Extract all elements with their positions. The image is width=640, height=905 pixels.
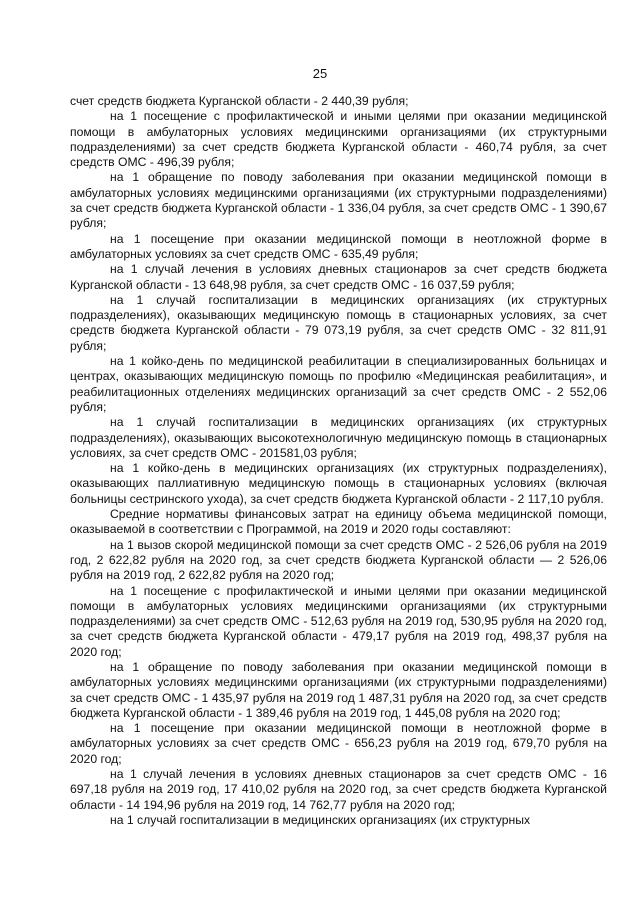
paragraph-palliative-care: на 1 койко-день в медицинских организациях (их структурных подразделениях), оказывающих паллиативную медицинскую помощь в стационарных условиях (включая больницы сестринского ухода), за счет средств бюджета Курганской области - 2 117,10 рубля.: [70, 461, 607, 506]
paragraph-outpatient-visit: на 1 посещение с профилактической и иными целями при оказании медицинской помощи в амбулаторных условиях медицинскими организациями (их структурными подразделениями) за счет средств бюджета Курганской области - 460,74 рубля, за счет средств ОМС - 496,39 рубля;: [70, 109, 607, 170]
paragraph-disease-appeal: на 1 обращение по поводу заболевания при оказании медицинской помощи в амбулаторных условиях медицинскими организациями (их структурными подразделениями) за счет средств бюджета Курганской области - 1 336,04 рубля, за счет средств ОМС - 1 390,67 рубля;: [70, 170, 607, 231]
paragraph-rehabilitation: на 1 койко-день по медицинской реабилитации в специализированных больницах и центрах, оказывающих медицинскую помощь по профилю «Медицинская реабилитация», и реабилитационных отделениях медицинских организаций за счет средств ОМС - 2 552,06 рубля;: [70, 354, 607, 414]
paragraph-urgent-care: на 1 посещение при оказании медицинской помощи в неотложной форме в амбулаторных условиях за счет средств ОМС - 635,49 рубля;: [70, 231, 607, 261]
paragraph-urgent-care-2019-2020: на 1 посещение при оказании медицинской помощи в неотложной форме в амбулаторных условиях за счет средств ОМС - 656,23 рубля на 2019 год, 679,70 рубля на 2020 год;: [70, 721, 607, 766]
document-body: [70, 94, 607, 828]
paragraph-standards-intro: Средние нормативы финансовых затрат на единицу объема медицинской помощи, оказываемой в соответствии с Программой, на 2019 и 2020 годы составляют:: [70, 507, 607, 537]
paragraph-hospitalization: на 1 случай госпитализации в медицинских организациях (их структурных подразделениях), оказывающих медицинскую помощь в стационарных условиях, за счет средств бюджета Курганской области - 79 073,19 рубля, за счет средств ОМС - 32 811,91 рубля;: [70, 292, 607, 353]
paragraph-disease-appeal-2019-2020: на 1 обращение по поводу заболевания при оказании медицинской помощи в амбулаторных условиях медицинскими организациями (их структурными подразделениями) за счет средств ОМС - 1 435,97 рубля на 2019 год 1 487,31 рубля на 2020 год, за счет средств бюджета Курганской области - 1 389,46 рубля на 2019 год, 1 445,08 рубля на 2020 год;: [70, 659, 607, 720]
paragraph-day-hospital-2019-2020: на 1 случай лечения в условиях дневных стационаров за счет средств ОМС - 16 697,18 рубля на 2019 год, 17 410,02 рубля на 2020 год, за счет средств бюджета Курганской области - 14 194,96 рубля на 2019 год, 14 762,77 рубля на 2020 год;: [70, 767, 607, 812]
paragraph-continuation: счет средств бюджета Курганской области - 2 440,39 рубля;: [70, 94, 409, 108]
paragraph-ambulance-call: на 1 вызов скорой медицинской помощи за счет средств ОМС - 2 526,06 рубля на 2019 год, 2 622,82 рубля на 2020 год, за счет средств бюджета Курганской области — 2 526,06 рубля на 2019 год, 2 622,82 рубля на 2020 год;: [70, 537, 607, 583]
paragraph-day-hospital: на 1 случай лечения в условиях дневных стационаров за счет средств бюджета Курганской области - 13 648,98 рубля, за счет средств ОМС - 16 037,59 рубля;: [70, 262, 607, 292]
paragraph-outpatient-visit-2019-2020: на 1 посещение с профилактической и иными целями при оказании медицинской помощи в амбулаторных условиях медицинскими организациями (их структурными подразделениями) за счет средств ОМС - 512,63 рубля на 2019 год, 530,95 рубля на 2020 год, за счет средств бюджета Курганской области - 479,17 рубля на 2019 год, 498,37 рубля на 2020 год;: [70, 583, 607, 659]
paragraph-hospitalization-2019-2020: на 1 случай госпитализации в медицинских организациях (их структурных: [110, 812, 531, 827]
paragraph-high-tech-care: на 1 случай госпитализации в медицинских организациях (их структурных подразделениях), оказывающих высокотехнологичную медицинскую помощь в стационарных условиях, за счет средств ОМС - 201581,03 рубля;: [70, 415, 607, 460]
page-number: 25: [312, 66, 328, 81]
